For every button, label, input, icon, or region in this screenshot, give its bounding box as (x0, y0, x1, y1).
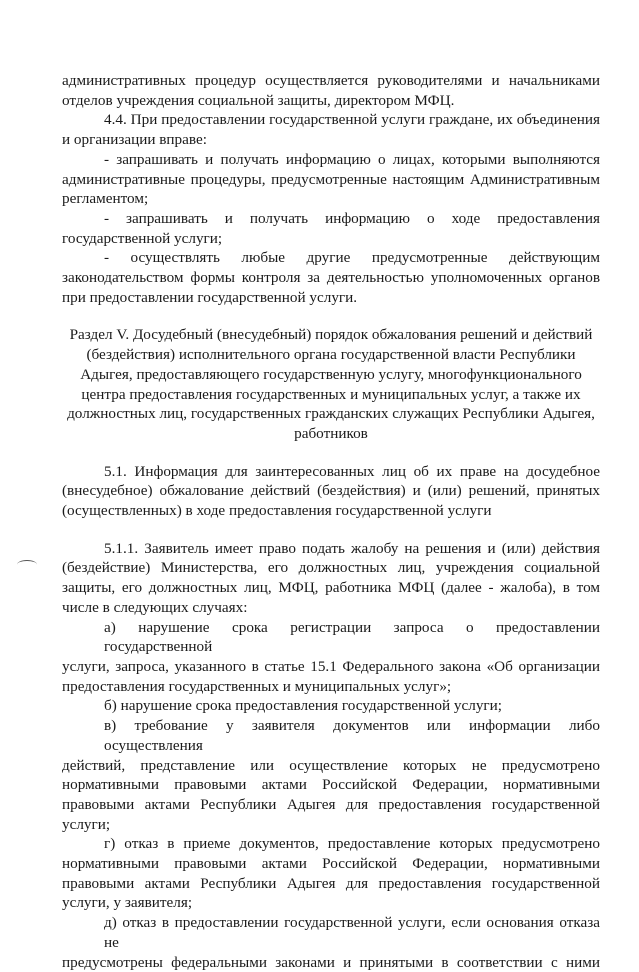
text-line: нормативными правовыми актами Российской Федерации, нормативными (62, 776, 600, 794)
para-5-1 (62, 462, 600, 521)
text-line: услуги, запроса, указанного в статье 15.1 Федерального закона «Об организации (62, 657, 600, 675)
text-line: в) требование у заявителя документов или информации либо осуществления (104, 717, 600, 754)
paragraph-gap (62, 307, 600, 325)
text-line: административных процедур осуществляется руководителями и начальниками (62, 72, 600, 89)
text-line: работников (294, 424, 368, 442)
section-5-heading (62, 325, 600, 443)
text-line: правовыми актами Республики Адыгея для предоставления государственной (62, 874, 600, 892)
text-line: числе в следующих случаях: (62, 598, 248, 616)
text-line: - запрашивать и получать информацию о лицах, которыми выполняются (104, 150, 600, 168)
text-line: правовыми актами Республики Адыгея для предоставления государственной (62, 795, 600, 813)
text-line: 4.4. При предоставлении государственной услуги граждане, их объединения (104, 111, 600, 129)
text-line: действий, представление или осуществление которых не предусмотрено (62, 756, 600, 774)
text-line: нормативными правовыми актами Российской Федерации, нормативными (62, 855, 600, 873)
text-line: услуги, у заявителя; (62, 894, 193, 912)
text-line: а) нарушение срока регистрации запроса о предоставлении государственной (104, 618, 600, 656)
para-4-3-continued (62, 71, 600, 110)
para-5-1-1 (62, 539, 600, 972)
text-line: предоставления государственных и муниципальных услуг»; (62, 677, 452, 695)
text-line: должностных лиц, государственных гражданских служащих Республики Адыгея, (67, 405, 595, 423)
text-line: регламентом; (62, 190, 149, 208)
text-line: защиты, его должностных лиц, МФЦ, работника МФЦ (далее - жалоба), в том (62, 579, 600, 597)
text-line: (бездействия) исполнительного органа государственной власти Республики (86, 346, 576, 364)
text-line: законодательством формы контроля за деятельностью уполномоченных органов (62, 269, 600, 287)
text-line: услуги; (62, 815, 111, 833)
text-line: (осуществленных) в ходе предоставления государственной услуги (62, 502, 492, 520)
text-line: - запрашивать и получать информацию о ходе предоставления (104, 209, 600, 227)
paragraph-gap (62, 444, 600, 462)
text-line: (бездействие) Министерства, его должностных лиц, учреждения социальной (62, 559, 600, 577)
text-line: государственной услуги; (62, 229, 223, 247)
text-line: б) нарушение срока предоставления государственной услуги; (104, 697, 502, 715)
text-line: при предоставлении государственной услуги. (62, 288, 358, 306)
text-line: Раздел V. Досудебный (внесудебный) порядок обжалования решений и действий (69, 326, 593, 344)
text-line: и организации вправе: (62, 131, 207, 149)
text-line: административные процедуры, предусмотренные настоящим Административным (62, 170, 600, 188)
paragraph-gap (62, 521, 600, 539)
text-line: отделов учреждения социальной защиты, директором МФЦ. (62, 91, 455, 109)
margin-pen-mark (17, 560, 37, 569)
text-line: д) отказ в предоставлении государственной услуги, если основания отказа не (104, 914, 600, 951)
document-body (62, 71, 600, 972)
text-line: 5.1.1. Заявитель имеет право подать жалобу на решения и (или) действия (104, 539, 600, 557)
text-line: Адыгея, предоставляющего государственную услугу, многофункционального (80, 365, 582, 383)
text-line: 5.1. Информация для заинтересованных лиц об их праве на досудебное (104, 462, 600, 480)
para-4-4 (62, 110, 600, 307)
text-line: - осуществлять любые другие предусмотренные действующим (104, 249, 600, 267)
text-line: предусмотрены федеральными законами и принятыми в соответствии с ними (62, 953, 600, 971)
text-line: (внесудебное) обжалование действий (бездействия) и (или) решений, принятых (62, 482, 600, 500)
text-line: г) отказ в приеме документов, предоставление которых предусмотрено (104, 835, 600, 853)
text-line: центра предоставления государственных и муниципальных услуг, а также их (81, 385, 581, 403)
